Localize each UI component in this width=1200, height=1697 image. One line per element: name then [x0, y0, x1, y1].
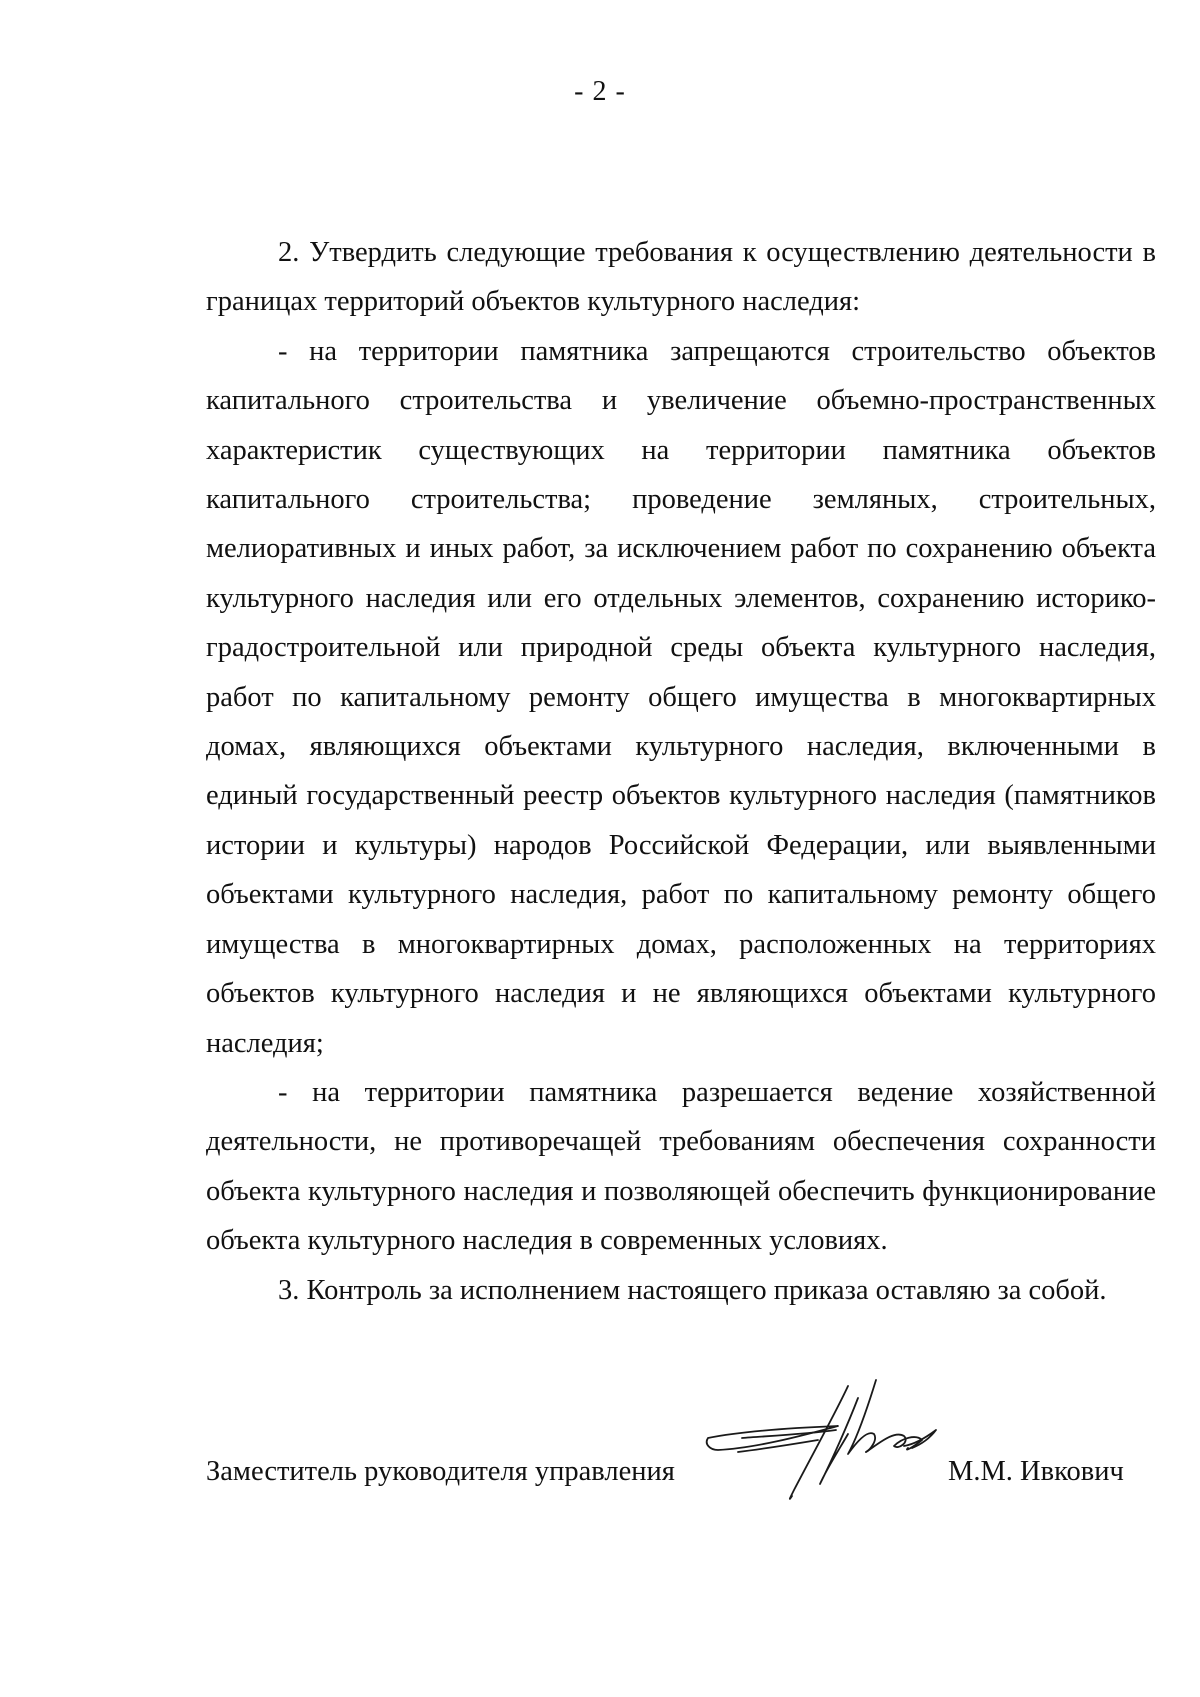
handwritten-signature: [698, 1378, 968, 1518]
signature-block: [206, 1442, 1156, 1502]
signatory-position: Заместитель руководителя управления: [206, 1456, 675, 1487]
paragraph-permissions: - на территории памятника разрешается ведение хозяйственной деятельности, не противоречащей требованиям обеспечения сохранности объекта культурного наследия и позволяющей обеспечить функционирование объекта культурного наследия в современных условиях.: [206, 1076, 1156, 1257]
signatory-name: М.М. Ивкович: [948, 1456, 1124, 1487]
paragraph-item-2: 2. Утвердить следующие требования к осуществлению деятельности в границах территорий объектов культурного наследия:: [206, 237, 1156, 318]
paragraph-item-3: 3. Контроль за исполнением настоящего приказа оставляю за собой.: [278, 1274, 1107, 1306]
document-body: [206, 228, 1156, 1315]
paragraph-prohibitions: - на территории памятника запрещаются строительство объектов капитального строительства и увеличение объемно-пространственных характеристик существующих на территории памятника объектов капитального строительства; проведение земляных, строительных, мелиоративных и иных работ, за исключением работ по сохранению объекта культурного наследия или его отдельных элементов, сохранению историко-градостроительной или природной среды объекта культурного наследия, работ по капитальному ремонту общего имущества в многоквартирных домах, являющихся объектами культурного наследия, включенными в единый государственный реестр объектов культурного наследия (памятников истории и культуры) народов Российской Федерации, или выявленными объектами культурного наследия, работ по капитальному ремонту общего имущества в многоквартирных домах, расположенных на территориях объектов культурного наследия и не являющихся объектами культурного наследия;: [206, 335, 1156, 1059]
page-number: - 2 -: [574, 76, 626, 107]
